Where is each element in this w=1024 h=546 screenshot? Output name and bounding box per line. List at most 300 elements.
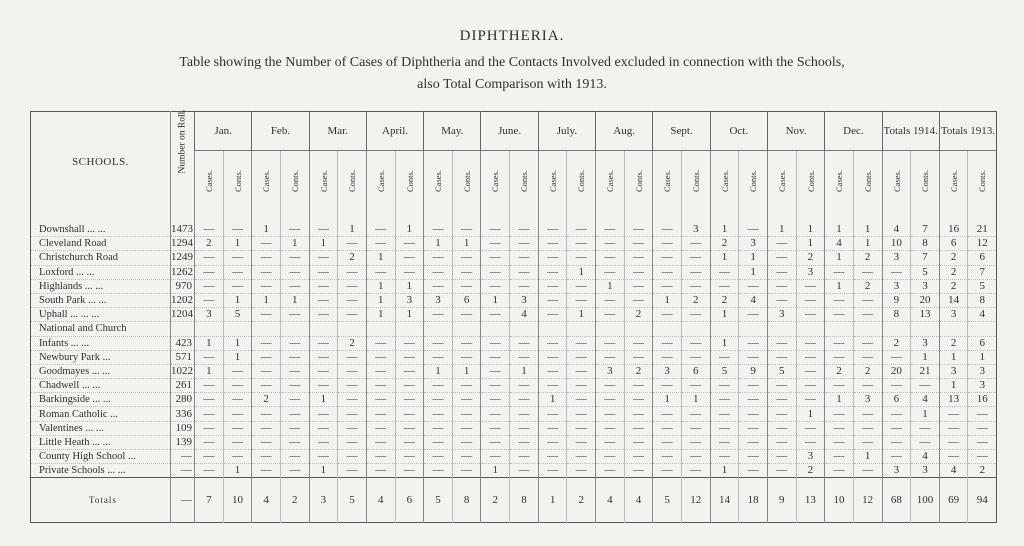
cases-cell: — (825, 464, 854, 478)
contacts-cell: 5 (911, 265, 940, 279)
contacts-cell: 4 (911, 450, 940, 464)
cases-cell (252, 322, 281, 336)
cases-cell (424, 322, 453, 336)
contacts-cell: 1 (567, 308, 596, 322)
contacts-cell: 16 (968, 393, 997, 407)
cases-cell: 14 (939, 293, 968, 307)
cases-cell: 1 (366, 308, 395, 322)
contacts-cell: — (223, 450, 252, 464)
cases-subheader-label: Cases. (318, 170, 329, 192)
cases-cell: — (481, 379, 510, 393)
roll-cell: 1204 (171, 308, 193, 321)
contacts-cell: 1 (739, 251, 768, 265)
contacts-cell: — (452, 407, 481, 421)
cases-cell: — (538, 350, 567, 364)
cases-cell: — (481, 279, 510, 293)
contacts-cell: — (280, 421, 309, 435)
contacts-cell: — (395, 393, 424, 407)
cases-cell: — (366, 379, 395, 393)
contacts-cell: — (681, 379, 710, 393)
contacts-cell: 1 (567, 265, 596, 279)
caption-line-1: Table showing the Number of Cases of Diphtheria and the Contacts Involved excluded in connection with the Schools, (179, 55, 845, 70)
contacts-cell: — (223, 279, 252, 293)
contacts-cell (452, 322, 481, 336)
cases-cell: 9 (882, 293, 911, 307)
contacts-cell: 4 (968, 308, 997, 322)
contacts-cell: — (452, 435, 481, 449)
cases-cell (653, 322, 682, 336)
cases-subheader-label: Cases. (432, 170, 443, 192)
contacts-cell: 18 (739, 478, 768, 523)
cases-cell: — (767, 265, 796, 279)
school-name: Chadwell ... ... (31, 379, 171, 393)
cases-cell: — (424, 251, 453, 265)
contacts-cell: — (624, 379, 653, 393)
table-row (31, 322, 997, 336)
cases-cell: — (596, 251, 625, 265)
cases-cell: — (538, 364, 567, 378)
conts-subheader (452, 151, 481, 212)
contacts-cell: 1 (681, 393, 710, 407)
contacts-cell: — (796, 393, 825, 407)
cases-cell: 1 (825, 393, 854, 407)
roll-header (171, 108, 195, 212)
contacts-cell: 1 (452, 237, 481, 251)
contacts-cell: — (223, 265, 252, 279)
contacts-cell: — (624, 393, 653, 407)
cases-cell: 1 (710, 336, 739, 350)
contacts-cell: — (681, 336, 710, 350)
cases-cell: — (309, 336, 338, 350)
contacts-cell: 7 (968, 265, 997, 279)
contacts-cell: — (280, 308, 309, 322)
cases-cell: — (252, 379, 281, 393)
cases-cell: — (481, 393, 510, 407)
cases-cell: 1 (195, 336, 224, 350)
cases-cell: — (252, 279, 281, 293)
cases-cell: — (710, 407, 739, 421)
contacts-cell: — (853, 421, 882, 435)
cases-cell: — (195, 279, 224, 293)
contacts-cell: — (395, 336, 424, 350)
cases-cell: — (366, 450, 395, 464)
conts-subheader-label: Conts. (232, 170, 243, 192)
month-header: Feb. (252, 112, 309, 151)
contacts-cell: 1 (395, 279, 424, 293)
table-row (31, 379, 997, 393)
contacts-cell: — (395, 421, 424, 435)
cases-cell: 10 (882, 237, 911, 251)
cases-subheader-label: Cases. (719, 170, 730, 192)
contacts-cell: 2 (280, 478, 309, 523)
cases-cell: 5 (767, 364, 796, 378)
cases-cell: — (481, 251, 510, 265)
contacts-cell: — (510, 421, 539, 435)
contacts-cell: — (681, 407, 710, 421)
contacts-cell: 7 (911, 251, 940, 265)
contacts-cell: — (681, 308, 710, 322)
contacts-cell: — (510, 223, 539, 237)
contacts-cell: — (739, 336, 768, 350)
contacts-cell: 21 (911, 364, 940, 378)
cases-cell: 16 (939, 223, 968, 237)
roll-cell: 571 (171, 350, 195, 364)
cases-cell: 1 (366, 279, 395, 293)
contacts-cell: — (452, 450, 481, 464)
contacts-cell: — (624, 407, 653, 421)
cases-cell: — (195, 435, 224, 449)
contacts-cell: — (624, 251, 653, 265)
contacts-cell: 12 (681, 478, 710, 523)
cases-cell: — (596, 407, 625, 421)
cases-cell: — (882, 407, 911, 421)
month-header: Mar. (309, 112, 366, 151)
contacts-cell: 6 (395, 478, 424, 523)
contacts-cell: — (510, 336, 539, 350)
contacts-cell: 12 (853, 478, 882, 523)
cases-cell: 1 (309, 464, 338, 478)
table-row (31, 393, 997, 407)
cases-cell: — (710, 265, 739, 279)
cases-cell: 68 (882, 478, 911, 523)
school-name: Goodmayes ... ... (31, 364, 171, 378)
cases-cell: — (882, 350, 911, 364)
cases-cell: — (882, 265, 911, 279)
cases-cell (195, 322, 224, 336)
cases-cell: — (252, 308, 281, 322)
cases-cell: 1 (825, 223, 854, 237)
contacts-cell: 3 (968, 379, 997, 393)
contacts-cell (681, 322, 710, 336)
cases-cell: — (481, 223, 510, 237)
roll-cell: 1294 (171, 237, 193, 250)
contacts-cell: 3 (395, 293, 424, 307)
cases-subheader-label: Cases. (891, 170, 902, 192)
contacts-cell: — (280, 279, 309, 293)
contacts-cell: 13 (911, 308, 940, 322)
cases-cell: 69 (939, 478, 968, 523)
cases-cell: — (424, 379, 453, 393)
month-header: June. (481, 112, 538, 151)
cases-cell: — (596, 336, 625, 350)
cases-cell: — (424, 435, 453, 449)
cases-cell: — (653, 350, 682, 364)
contacts-cell: — (567, 379, 596, 393)
contacts-cell: 1 (395, 308, 424, 322)
table-row (31, 279, 997, 293)
roll-cell: 280 (171, 393, 195, 407)
cases-cell: — (252, 251, 281, 265)
cases-cell: — (538, 379, 567, 393)
cases-cell: 1 (710, 223, 739, 237)
month-header: April. (366, 112, 423, 151)
contacts-cell: — (338, 435, 367, 449)
cases-cell: 1 (538, 478, 567, 523)
cases-cell: — (309, 435, 338, 449)
cases-cell: — (195, 293, 224, 307)
cases-cell: — (825, 350, 854, 364)
cases-cell: — (538, 265, 567, 279)
cases-cell: — (939, 407, 968, 421)
contacts-cell: 2 (681, 293, 710, 307)
conts-subheader-label: Conts. (919, 170, 930, 192)
caption-line-2: also Total Comparison with 1913. (417, 77, 607, 92)
contacts-cell: 2 (624, 308, 653, 322)
contacts-cell: 9 (739, 364, 768, 378)
cases-cell: — (424, 450, 453, 464)
cases-cell: — (481, 421, 510, 435)
cases-cell: 4 (366, 478, 395, 523)
cases-cell: — (424, 265, 453, 279)
cases-subheader (538, 151, 567, 212)
cases-cell: — (424, 421, 453, 435)
cases-cell: — (309, 279, 338, 293)
contacts-cell: 6 (681, 364, 710, 378)
cases-cell: 5 (424, 478, 453, 523)
conts-subheader (911, 151, 940, 212)
cases-cell: — (653, 450, 682, 464)
totals-label: Totals (31, 478, 171, 523)
cases-cell: — (596, 435, 625, 449)
contacts-cell: 4 (510, 308, 539, 322)
contacts-cell: — (223, 251, 252, 265)
contacts-cell: — (681, 450, 710, 464)
cases-cell: 3 (309, 478, 338, 523)
cases-cell: — (767, 350, 796, 364)
contacts-cell: — (624, 265, 653, 279)
cases-cell: 1 (366, 293, 395, 307)
cases-cell: — (252, 364, 281, 378)
school-name: Little Heath ... ... (31, 435, 171, 449)
cases-cell: — (653, 251, 682, 265)
page-title: DIPHTHERIA. (459, 28, 565, 44)
cases-cell: — (596, 223, 625, 237)
school-name: Barkingside ... ... (31, 393, 171, 407)
cases-cell: — (252, 450, 281, 464)
cases-cell: 1 (366, 251, 395, 265)
table-row (31, 435, 997, 449)
cases-cell: — (538, 251, 567, 265)
contacts-cell: — (510, 464, 539, 478)
contacts-cell: 1 (452, 364, 481, 378)
contacts-cell: — (223, 364, 252, 378)
contacts-cell: 6 (452, 293, 481, 307)
contacts-cell: — (452, 464, 481, 478)
cases-cell: — (710, 421, 739, 435)
cases-cell: — (481, 450, 510, 464)
contacts-cell (739, 322, 768, 336)
contacts-cell: — (280, 223, 309, 237)
conts-subheader (681, 151, 710, 212)
contacts-cell: 2 (796, 251, 825, 265)
cases-cell: — (366, 407, 395, 421)
cases-cell: — (596, 464, 625, 478)
cases-cell: 3 (939, 308, 968, 322)
contacts-cell: — (968, 407, 997, 421)
contacts-cell: 3 (968, 364, 997, 378)
cases-cell: 2 (825, 364, 854, 378)
contacts-cell: — (968, 435, 997, 449)
cases-cell (309, 322, 338, 336)
cases-cell: 3 (882, 464, 911, 478)
cases-cell: 1 (939, 379, 968, 393)
cases-cell: — (882, 450, 911, 464)
contacts-cell: 1 (223, 350, 252, 364)
contacts-cell: 8 (452, 478, 481, 523)
contacts-cell: — (968, 450, 997, 464)
contacts-cell: — (853, 407, 882, 421)
month-header: Nov. (767, 112, 824, 151)
cases-cell: — (825, 265, 854, 279)
contacts-cell: — (395, 251, 424, 265)
cases-cell: 1 (825, 251, 854, 265)
cases-cell: 2 (939, 265, 968, 279)
cases-cell: — (481, 265, 510, 279)
table-row (31, 308, 997, 322)
conts-subheader (223, 151, 252, 212)
cases-cell: — (939, 450, 968, 464)
contacts-cell: — (739, 379, 768, 393)
cases-cell: — (481, 407, 510, 421)
cases-cell (882, 322, 911, 336)
contacts-cell: 6 (968, 336, 997, 350)
cases-cell: 9 (767, 478, 796, 523)
roll-cell: 1022 (171, 364, 193, 377)
contacts-cell: — (796, 293, 825, 307)
contacts-cell: — (739, 279, 768, 293)
roll-cell: 1262 (171, 265, 193, 278)
contacts-cell: — (567, 223, 596, 237)
contacts-cell: — (338, 407, 367, 421)
cases-cell: 2 (939, 251, 968, 265)
conts-subheader-label: Conts. (404, 170, 415, 192)
contacts-cell (395, 322, 424, 336)
cases-cell: — (366, 421, 395, 435)
cases-cell: 1 (481, 464, 510, 478)
cases-cell: 6 (882, 393, 911, 407)
roll-cell (171, 322, 195, 336)
totals-row (31, 478, 997, 523)
contacts-cell (624, 322, 653, 336)
cases-subheader-label: Cases. (834, 170, 845, 192)
contacts-cell: — (681, 350, 710, 364)
cases-cell: — (366, 464, 395, 478)
contacts-cell: 1 (280, 293, 309, 307)
cases-cell: — (710, 435, 739, 449)
contacts-cell: — (280, 435, 309, 449)
month-header: July. (538, 112, 595, 151)
cases-cell: — (195, 251, 224, 265)
cases-cell: 3 (882, 251, 911, 265)
month-header: Aug. (596, 112, 653, 151)
conts-subheader (510, 151, 539, 212)
cases-cell: — (767, 293, 796, 307)
cases-cell: — (538, 279, 567, 293)
cases-cell: — (366, 393, 395, 407)
contacts-cell: — (510, 450, 539, 464)
contacts-cell (567, 322, 596, 336)
cases-subheader-label: Cases. (604, 170, 615, 192)
cases-cell: 4 (252, 478, 281, 523)
contacts-cell: 2 (853, 364, 882, 378)
cases-cell: 6 (939, 237, 968, 251)
school-name: Private Schools ... ... (31, 464, 171, 478)
roll-cell: 970 (171, 279, 195, 293)
contacts-cell (968, 322, 997, 336)
cases-cell: — (195, 407, 224, 421)
cases-cell: — (366, 223, 395, 237)
contacts-cell: — (796, 308, 825, 322)
cases-cell: — (653, 308, 682, 322)
contacts-cell: — (338, 308, 367, 322)
contacts-cell (796, 322, 825, 336)
cases-cell: — (653, 379, 682, 393)
contacts-cell: 3 (681, 223, 710, 237)
school-name: Valentines ... ... (31, 421, 171, 435)
contacts-cell: — (796, 379, 825, 393)
contacts-cell: 1 (395, 223, 424, 237)
contacts-cell: 13 (796, 478, 825, 523)
contacts-cell: — (567, 421, 596, 435)
contacts-cell (280, 322, 309, 336)
cases-cell: 2 (252, 393, 281, 407)
contacts-cell: — (567, 237, 596, 251)
contacts-cell: 1 (853, 450, 882, 464)
contacts-cell: — (739, 421, 768, 435)
contacts-cell: — (567, 393, 596, 407)
contacts-cell: 1 (338, 223, 367, 237)
contacts-cell: — (624, 237, 653, 251)
contacts-cell: — (739, 407, 768, 421)
cases-cell: — (767, 237, 796, 251)
contacts-cell: 2 (338, 251, 367, 265)
conts-subheader-label: Conts. (862, 170, 873, 192)
cases-cell: 4 (825, 237, 854, 251)
contacts-cell: — (681, 279, 710, 293)
contacts-cell: — (452, 265, 481, 279)
cases-cell: 1 (710, 308, 739, 322)
contacts-cell: — (624, 223, 653, 237)
contacts-cell: 3 (911, 464, 940, 478)
cases-cell: — (481, 364, 510, 378)
contacts-cell: — (739, 393, 768, 407)
cases-cell: — (252, 407, 281, 421)
cases-cell: 3 (596, 364, 625, 378)
contacts-cell: — (338, 350, 367, 364)
cases-cell: 2 (710, 237, 739, 251)
contacts-cell: — (681, 251, 710, 265)
cases-cell: — (939, 421, 968, 435)
cases-subheader (767, 151, 796, 212)
cases-cell: — (309, 265, 338, 279)
contacts-cell: — (510, 265, 539, 279)
contacts-cell: 8 (510, 478, 539, 523)
contacts-cell: 7 (911, 223, 940, 237)
contacts-cell: — (338, 293, 367, 307)
contacts-cell: — (452, 279, 481, 293)
contacts-cell: — (338, 379, 367, 393)
cases-cell: — (596, 393, 625, 407)
cases-cell: — (882, 379, 911, 393)
contacts-cell: — (853, 336, 882, 350)
contacts-cell: 1 (223, 237, 252, 251)
conts-subheader-label: Conts. (289, 170, 300, 192)
contacts-cell: — (567, 464, 596, 478)
contacts-cell: — (395, 265, 424, 279)
contacts-cell (338, 322, 367, 336)
cases-cell: — (424, 308, 453, 322)
cases-cell: — (710, 379, 739, 393)
